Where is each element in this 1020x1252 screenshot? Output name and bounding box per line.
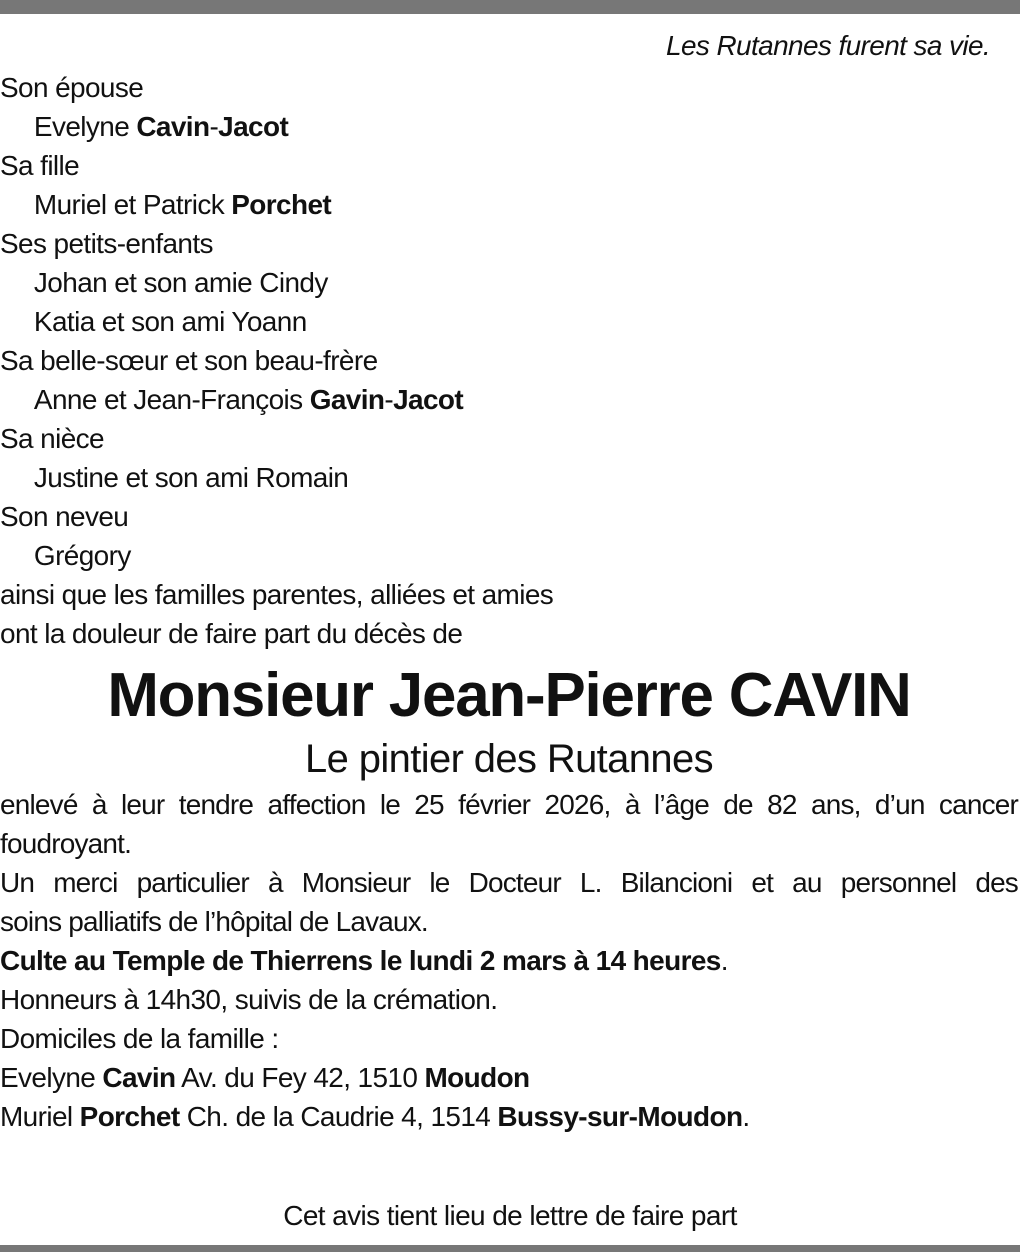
address-2-first-name: Muriel: [0, 1101, 73, 1132]
others-line: ainsi que les familles parentes, alliées et amies: [0, 579, 554, 610]
niece-name: Justine et son ami Romain: [33, 462, 349, 493]
address-1-first-name: Evelyne: [0, 1062, 96, 1093]
wife-last-name-b: Jacot: [218, 111, 289, 142]
passing-line-2: foudroyant.: [0, 828, 132, 859]
daughter-last-name: Porchet: [231, 189, 332, 220]
grandchild-1: Johan et son amie Cindy: [33, 267, 328, 298]
deceased-nickname: Le pintier des Rutannes: [305, 737, 713, 781]
address-line-1: [0, 1058, 1018, 1097]
thanks-line-2: soins palliatifs de l’hôpital de Lavaux.: [0, 906, 428, 937]
address-1-last-name: Cavin: [102, 1062, 176, 1093]
deceased-name: Monsieur Jean-Pierre CAVIN: [107, 661, 911, 730]
bottom-rule: [0, 1245, 1020, 1252]
top-rule: [0, 0, 1020, 14]
inlaws-last-name-b: Jacot: [393, 384, 464, 415]
service-details: Culte au Temple de Thierrens le lundi 2 mars à 14 heures: [0, 945, 721, 976]
daughter-name: [0, 185, 1018, 224]
grandchild-2: Katia et son ami Yoann: [33, 306, 307, 337]
epigraph: Les Rutannes furent sa vie.: [666, 30, 991, 61]
thanks-line-1: Un merci particulier à Monsieur le Docteur L. Bilancioni et au personnel des: [0, 867, 1018, 898]
daughter-first-names: Muriel et Patrick: [33, 189, 225, 220]
nephew-name: Grégory: [33, 540, 131, 571]
address-2-period: .: [742, 1101, 750, 1132]
wife-last-name-sep: -: [209, 111, 219, 142]
announce-line: ont la douleur de faire part du décès de: [0, 618, 463, 649]
inlaws-last-name-sep: -: [384, 384, 394, 415]
inlaws-first-names: Anne et Jean-François: [33, 384, 303, 415]
wife-name: [0, 107, 1018, 146]
address-2-street: Ch. de la Caudrie 4, 1514: [186, 1101, 491, 1132]
wife-first-name: Evelyne: [33, 111, 130, 142]
inlaws-label: Sa belle-sœur et son beau-frère: [0, 345, 378, 376]
thanks-paragraph: [0, 863, 1020, 941]
inlaws-name: [0, 380, 1018, 419]
address-2-city: Bussy-sur-Moudon: [497, 1101, 743, 1132]
niece-label: Sa nièce: [0, 423, 104, 454]
grandchildren-label: Ses petits-enfants: [0, 228, 213, 259]
address-2-last-name: Porchet: [79, 1101, 180, 1132]
service-period: .: [720, 945, 728, 976]
notice-body: [0, 24, 1020, 1136]
inlaws-last-name-a: Gavin: [309, 384, 385, 415]
wife-last-name-a: Cavin: [136, 111, 210, 142]
service-line: [0, 941, 1018, 980]
address-1-city: Moudon: [424, 1062, 530, 1093]
domiciles-label: Domiciles de la famille :: [0, 1023, 279, 1054]
honours-line: Honneurs à 14h30, suivis de la crémation.: [0, 984, 498, 1015]
passing-paragraph: [0, 785, 1020, 863]
footer-note: Cet avis tient lieu de lettre de faire part: [283, 1200, 737, 1231]
address-line-2: [0, 1097, 1018, 1136]
wife-label: Son épouse: [0, 72, 144, 103]
passing-line-1: enlevé à leur tendre affection le 25 février 2026, à l’âge de 82 ans, d’un cancer: [0, 789, 1018, 820]
address-1-street: Av. du Fey 42, 1510: [181, 1062, 418, 1093]
nephew-label: Son neveu: [0, 501, 129, 532]
daughter-label: Sa fille: [0, 150, 80, 181]
